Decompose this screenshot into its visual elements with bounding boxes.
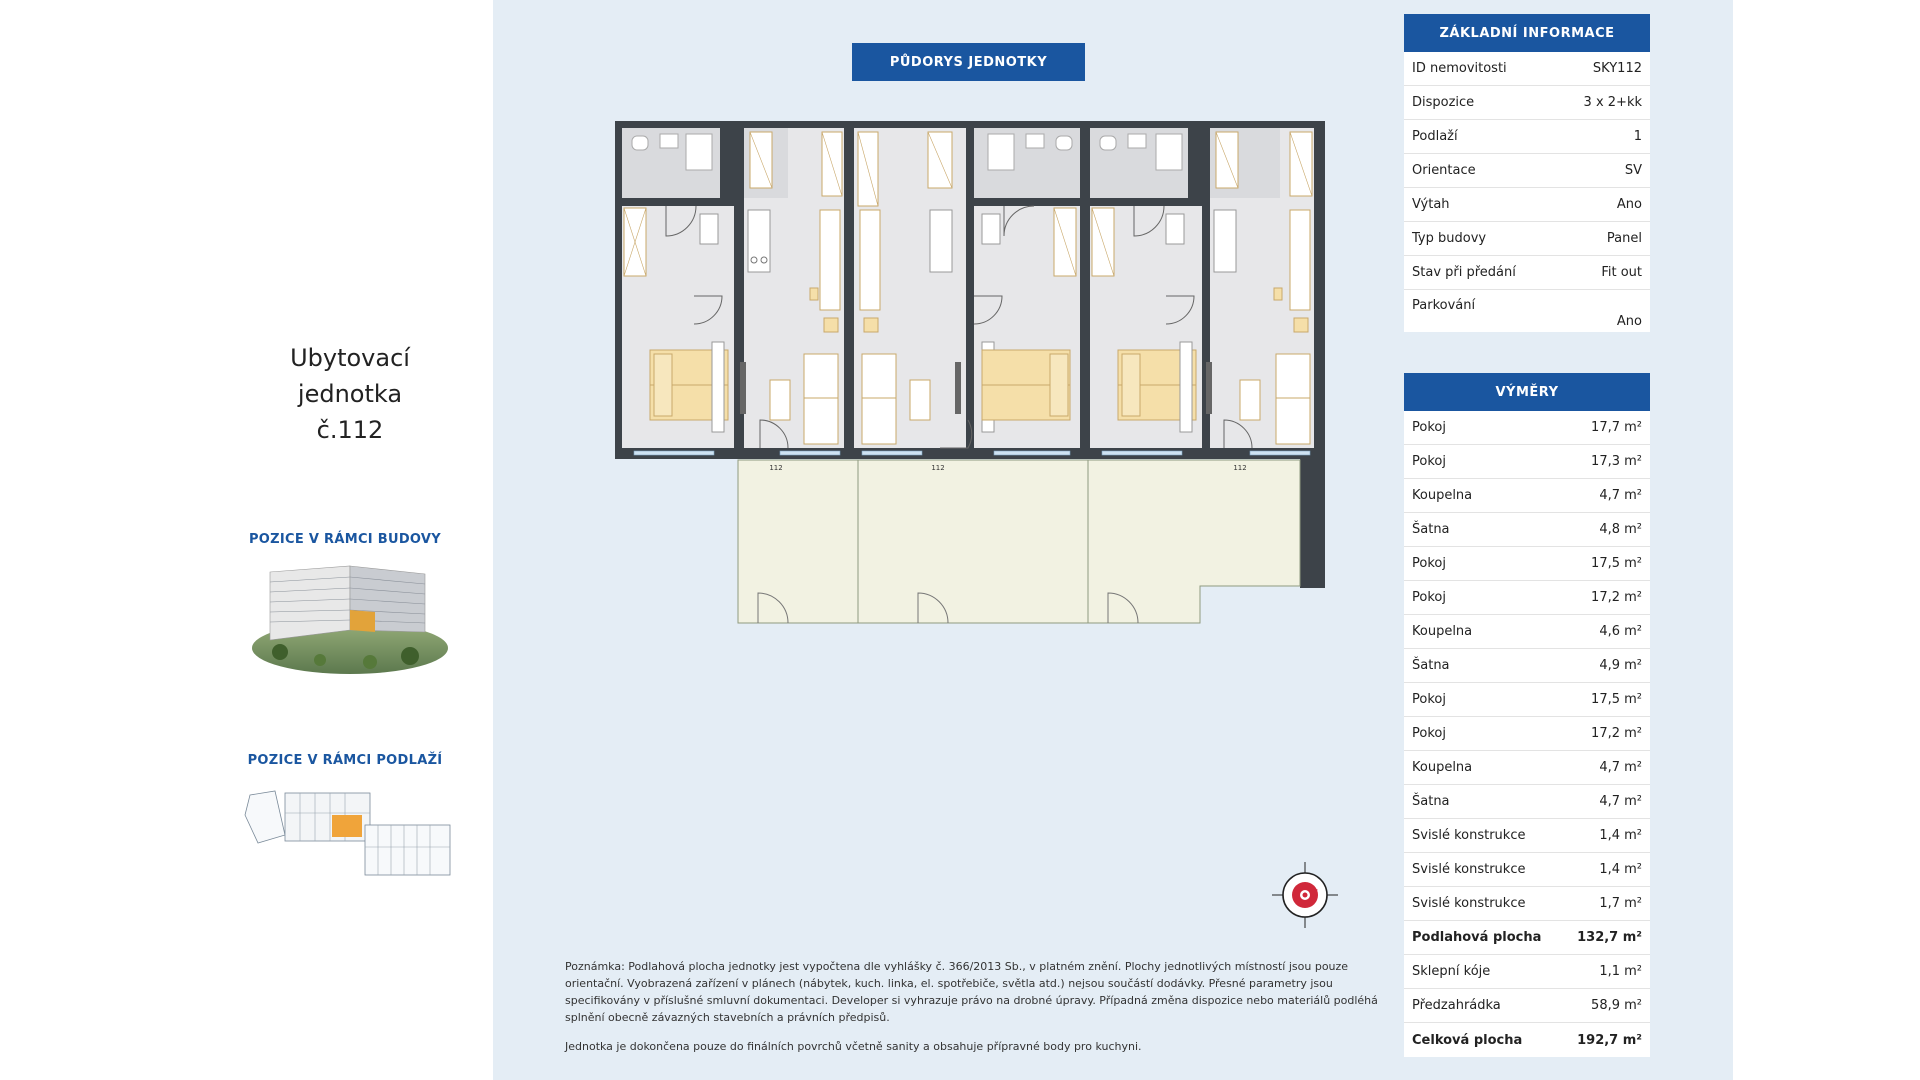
basic-info-header: ZÁKLADNÍ INFORMACE <box>1404 14 1650 52</box>
area-value: 132,7 m² <box>1577 930 1642 945</box>
area-value: 17,7 m² <box>1591 420 1642 435</box>
area-label: Šatna <box>1412 522 1450 537</box>
info-row <box>1404 52 1650 86</box>
area-value: 17,2 m² <box>1591 726 1642 741</box>
info-label: Dispozice <box>1412 95 1475 110</box>
area-row <box>1404 615 1650 649</box>
area-value: 4,7 m² <box>1599 794 1642 809</box>
info-value: Ano <box>1616 314 1642 329</box>
area-value: 1,1 m² <box>1599 964 1642 979</box>
info-row <box>1404 256 1650 290</box>
area-row <box>1404 887 1650 921</box>
floorplan-header: PŮDORYS JEDNOTKY <box>852 43 1085 81</box>
info-row <box>1404 188 1650 222</box>
building-position-label: POZICE V RÁMCI BUDOVY <box>248 532 442 547</box>
area-row <box>1404 581 1650 615</box>
info-label: Stav při předání <box>1412 265 1516 280</box>
info-label: Podlaží <box>1412 129 1458 144</box>
area-value: 4,8 m² <box>1599 522 1642 537</box>
floorplan-drawing <box>610 118 1330 628</box>
info-label: ID nemovitosti <box>1412 61 1507 76</box>
info-value: Panel <box>1606 231 1642 246</box>
info-value: 3 x 2+kk <box>1583 95 1642 110</box>
area-value: 4,9 m² <box>1599 658 1642 673</box>
area-row <box>1404 649 1650 683</box>
info-row <box>1404 86 1650 120</box>
area-label: Šatna <box>1412 794 1450 809</box>
area-label: Svislé konstrukce <box>1412 862 1526 877</box>
note-completion: Jednotka je dokončena pouze do finálních povrchů včetně sanity a obsahuje přípravné body pro kuchyni. <box>565 1040 1142 1053</box>
area-label: Pokoj <box>1412 556 1446 571</box>
unit-title-line2: jednotka <box>297 380 403 408</box>
area-value: 17,5 m² <box>1591 556 1642 571</box>
area-label: Pokoj <box>1412 726 1446 741</box>
area-label: Svislé konstrukce <box>1412 828 1526 843</box>
area-value: 1,7 m² <box>1599 896 1642 911</box>
info-row <box>1404 222 1650 256</box>
areas-table <box>1404 373 1650 1057</box>
info-value: Ano <box>1616 197 1642 212</box>
area-row <box>1404 445 1650 479</box>
area-row <box>1404 513 1650 547</box>
front-garden <box>738 460 1300 623</box>
area-row <box>1404 411 1650 445</box>
compass-icon <box>1270 860 1340 930</box>
area-row-floor-total <box>1404 921 1650 955</box>
area-label: Pokoj <box>1412 692 1446 707</box>
floor-position-image <box>240 785 455 880</box>
info-label: Parkování <box>1412 298 1476 313</box>
area-label: Podlahová plocha <box>1412 930 1542 945</box>
basic-info-table <box>1404 14 1650 332</box>
area-value: 17,5 m² <box>1591 692 1642 707</box>
area-row <box>1404 989 1650 1023</box>
unit-title <box>240 340 460 448</box>
area-label: Sklepní kóje <box>1412 964 1491 979</box>
building-position-image <box>250 560 450 675</box>
area-value: 1,4 m² <box>1599 828 1642 843</box>
area-label: Předzahrádka <box>1412 998 1501 1013</box>
garden-wall <box>1300 448 1325 588</box>
info-row <box>1404 120 1650 154</box>
area-value: 4,6 m² <box>1599 624 1642 639</box>
area-label: Celková plocha <box>1412 1032 1523 1048</box>
area-label: Šatna <box>1412 658 1450 673</box>
area-value: 17,3 m² <box>1591 454 1642 469</box>
door-label-3: 112 <box>1233 464 1247 472</box>
info-label: Orientace <box>1412 163 1476 178</box>
area-row-grand-total <box>1404 1023 1650 1057</box>
area-value: 4,7 m² <box>1599 488 1642 503</box>
area-value: 17,2 m² <box>1591 590 1642 605</box>
area-label: Koupelna <box>1412 624 1473 639</box>
unit-title-line1: Ubytovací <box>290 344 410 372</box>
door-label-1: 112 <box>769 464 783 472</box>
area-value: 192,7 m² <box>1577 1032 1642 1048</box>
area-label: Pokoj <box>1412 420 1446 435</box>
info-value: Fit out <box>1601 265 1642 280</box>
area-label: Pokoj <box>1412 590 1446 605</box>
area-row <box>1404 785 1650 819</box>
info-value: 1 <box>1633 129 1642 144</box>
info-label: Výtah <box>1412 197 1450 212</box>
area-label: Koupelna <box>1412 760 1473 775</box>
area-row <box>1404 819 1650 853</box>
info-row <box>1404 290 1650 332</box>
info-label: Typ budovy <box>1412 231 1487 246</box>
floor-position-label: POZICE V RÁMCI PODLAŽÍ <box>247 753 443 768</box>
area-value: 1,4 m² <box>1599 862 1642 877</box>
info-value: SKY112 <box>1592 61 1642 76</box>
unit-title-line3: č.112 <box>316 416 384 444</box>
area-row <box>1404 683 1650 717</box>
area-row <box>1404 547 1650 581</box>
area-value: 58,9 m² <box>1591 998 1642 1013</box>
note-disclaimer: Poznámka: Podlahová plocha jednotky jest vypočtena dle vyhlášky č. 366/2013 Sb., v platném znění. Plochy jednotlivých místností jsou pouze orientační. Vyobrazená zařízení v plánech (nábytek, kuch. linka, el. spotřebiče, světla atd.) nejsou součástí dodávky. Přesné parametry jsou specifikovány v příslušné smluvní dokumentaci. Developer si vyhrazuje právo na drobné úpravy. Případná změna dispozice nebo materiálů podléhá splnění obecně závazných stavebních a právních předpisů. <box>565 960 1378 1024</box>
area-row <box>1404 717 1650 751</box>
info-row <box>1404 154 1650 188</box>
areas-header: VÝMĚRY <box>1404 373 1650 411</box>
area-row <box>1404 479 1650 513</box>
area-row <box>1404 955 1650 989</box>
area-label: Svislé konstrukce <box>1412 896 1526 911</box>
area-label: Pokoj <box>1412 454 1446 469</box>
area-row <box>1404 853 1650 887</box>
area-label: Koupelna <box>1412 488 1473 503</box>
area-value: 4,7 m² <box>1599 760 1642 775</box>
info-value: SV <box>1624 163 1642 178</box>
door-label-2: 112 <box>931 464 945 472</box>
area-row <box>1404 751 1650 785</box>
notes <box>565 958 1385 1067</box>
